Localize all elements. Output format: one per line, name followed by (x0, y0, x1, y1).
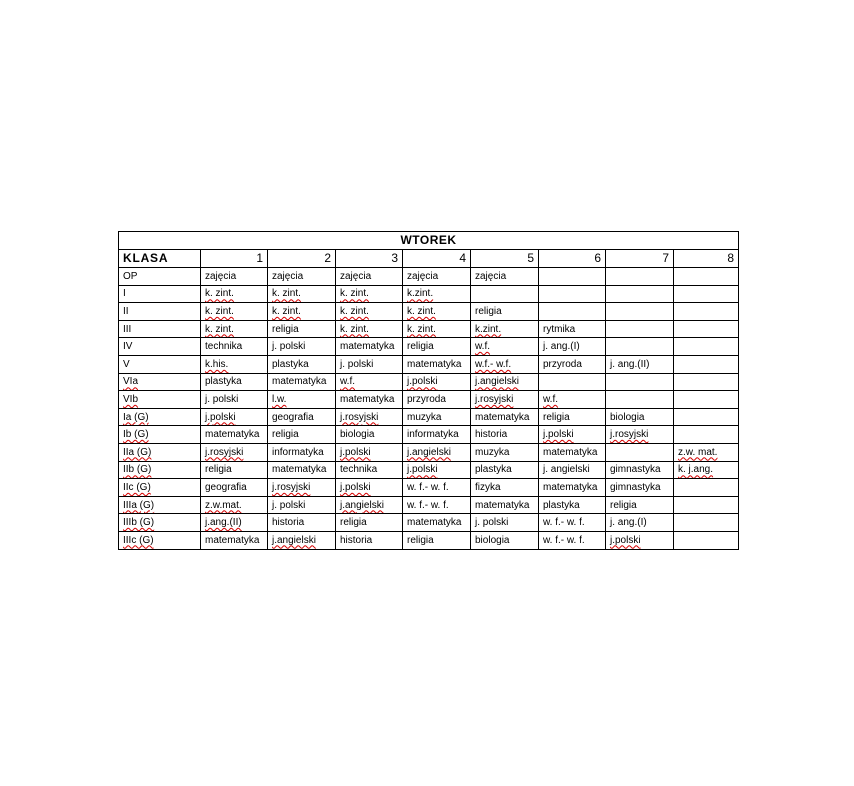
lesson-cell: k. j.ang. (674, 461, 739, 479)
table-row (119, 320, 739, 338)
lesson-cell: religia (268, 320, 336, 338)
lesson-cell: zajęcia (471, 268, 539, 286)
lesson-cell (674, 496, 739, 514)
lesson-cell: geografia (201, 479, 268, 497)
table-row (119, 373, 739, 391)
lesson-cell: religia (471, 303, 539, 321)
period-header: 1 (201, 250, 268, 268)
lesson-cell: w.f. (471, 338, 539, 356)
period-header: 7 (606, 250, 674, 268)
class-name-cell: Ib (G) (119, 426, 201, 444)
lesson-cell: matematyka (403, 514, 471, 532)
lesson-cell: z.w. mat. (674, 443, 739, 461)
lesson-cell: k. zint. (336, 285, 403, 303)
class-name-cell: IIb (G) (119, 461, 201, 479)
lesson-cell: j.rosyjski (336, 408, 403, 426)
lesson-cell: z.w.mat. (201, 496, 268, 514)
table-row (119, 531, 739, 549)
lesson-cell (606, 443, 674, 461)
lesson-cell: w.f.- w.f. (471, 355, 539, 373)
day-title: WTOREK (119, 232, 739, 250)
lesson-cell: w. f.- w. f. (403, 496, 471, 514)
period-header: 8 (674, 250, 739, 268)
lesson-cell (606, 373, 674, 391)
lesson-cell (539, 285, 606, 303)
lesson-cell: plastyka (471, 461, 539, 479)
lesson-cell (674, 355, 739, 373)
lesson-cell: j.angielski (336, 496, 403, 514)
lesson-cell (674, 268, 739, 286)
lesson-cell: j.angielski (268, 531, 336, 549)
lesson-cell: k. zint. (336, 303, 403, 321)
lesson-cell: k. zint. (403, 320, 471, 338)
lesson-cell: gimnastyka (606, 461, 674, 479)
class-name-cell: OP (119, 268, 201, 286)
lesson-cell: zajęcia (201, 268, 268, 286)
lesson-cell: plastyka (539, 496, 606, 514)
lesson-cell (606, 320, 674, 338)
table-row (119, 496, 739, 514)
lesson-cell: k.zint. (403, 285, 471, 303)
lesson-cell: informatyka (268, 443, 336, 461)
lesson-cell: zajęcia (403, 268, 471, 286)
lesson-cell (674, 479, 739, 497)
lesson-cell: biologia (336, 426, 403, 444)
lesson-cell: technika (336, 461, 403, 479)
schedule-sheet (118, 231, 738, 550)
lesson-cell: gimnastyka (606, 479, 674, 497)
lesson-cell (674, 426, 739, 444)
lesson-cell: j.angielski (403, 443, 471, 461)
lesson-cell: w. f.- w. f. (539, 514, 606, 532)
lesson-cell: plastyka (201, 373, 268, 391)
period-header: 5 (471, 250, 539, 268)
class-name-cell: VIa (119, 373, 201, 391)
lesson-cell: l.w. (268, 391, 336, 409)
lesson-cell: przyroda (403, 391, 471, 409)
period-header: 4 (403, 250, 471, 268)
lesson-cell: plastyka (268, 355, 336, 373)
lesson-cell: j.polski (606, 531, 674, 549)
lesson-cell: k. zint. (201, 303, 268, 321)
header-row (119, 250, 739, 268)
table-row (119, 426, 739, 444)
lesson-cell: technika (201, 338, 268, 356)
lesson-cell: przyroda (539, 355, 606, 373)
lesson-cell: j.polski (403, 461, 471, 479)
lesson-cell: k.zint. (471, 320, 539, 338)
klasa-header: KLASA (119, 250, 201, 268)
class-name-cell: I (119, 285, 201, 303)
class-name-cell: IIIc (G) (119, 531, 201, 549)
lesson-cell: matematyka (201, 531, 268, 549)
lesson-cell: religia (606, 496, 674, 514)
period-header: 3 (336, 250, 403, 268)
lesson-cell: w. f.- w. f. (539, 531, 606, 549)
lesson-cell (606, 338, 674, 356)
lesson-cell: matematyka (471, 496, 539, 514)
period-header: 6 (539, 250, 606, 268)
lesson-cell: rytmika (539, 320, 606, 338)
lesson-cell: zajęcia (268, 268, 336, 286)
table-row (119, 338, 739, 356)
class-name-cell: V (119, 355, 201, 373)
lesson-cell: matematyka (268, 461, 336, 479)
lesson-cell: matematyka (539, 443, 606, 461)
lesson-cell: j.angielski (471, 373, 539, 391)
lesson-cell: matematyka (268, 373, 336, 391)
lesson-cell (674, 320, 739, 338)
lesson-cell: j. ang.(I) (539, 338, 606, 356)
lesson-cell (606, 285, 674, 303)
lesson-cell: historia (336, 531, 403, 549)
class-name-cell: III (119, 320, 201, 338)
lesson-cell: j. ang.(I) (606, 514, 674, 532)
lesson-cell: religia (403, 338, 471, 356)
table-row (119, 443, 739, 461)
lesson-cell (606, 268, 674, 286)
lesson-cell: religia (336, 514, 403, 532)
table-row (119, 268, 739, 286)
lesson-cell: j.polski (539, 426, 606, 444)
lesson-cell (539, 268, 606, 286)
lesson-cell: k. zint. (268, 285, 336, 303)
class-name-cell: IV (119, 338, 201, 356)
lesson-cell (606, 303, 674, 321)
lesson-cell: j.polski (201, 408, 268, 426)
lesson-cell: j.polski (336, 443, 403, 461)
lesson-cell: matematyka (336, 391, 403, 409)
lesson-cell (674, 514, 739, 532)
lesson-cell: j.polski (336, 479, 403, 497)
lesson-cell: muzyka (471, 443, 539, 461)
table-row (119, 355, 739, 373)
class-name-cell: II (119, 303, 201, 321)
lesson-cell: zajęcia (336, 268, 403, 286)
table-row (119, 479, 739, 497)
lesson-cell: j. angielski (539, 461, 606, 479)
table-row (119, 514, 739, 532)
lesson-cell: j. polski (336, 355, 403, 373)
lesson-cell: k. zint. (268, 303, 336, 321)
lesson-cell (539, 373, 606, 391)
period-header: 2 (268, 250, 336, 268)
lesson-cell: w.f. (539, 391, 606, 409)
lesson-cell: j.ang.(II) (201, 514, 268, 532)
lesson-cell: j. polski (471, 514, 539, 532)
lesson-cell (539, 303, 606, 321)
lesson-cell: religia (268, 426, 336, 444)
lesson-cell: w. f.- w. f. (403, 479, 471, 497)
lesson-cell: matematyka (403, 355, 471, 373)
class-name-cell: IIc (G) (119, 479, 201, 497)
lesson-cell: biologia (606, 408, 674, 426)
class-name-cell: IIIb (G) (119, 514, 201, 532)
table-row (119, 285, 739, 303)
lesson-cell: j.rosyjski (201, 443, 268, 461)
lesson-cell (674, 408, 739, 426)
lesson-cell (674, 285, 739, 303)
lesson-cell: informatyka (403, 426, 471, 444)
lesson-cell: religia (201, 461, 268, 479)
lesson-cell: biologia (471, 531, 539, 549)
lesson-cell: geografia (268, 408, 336, 426)
lesson-cell: matematyka (539, 479, 606, 497)
lesson-cell: k. zint. (201, 285, 268, 303)
title-row (119, 232, 739, 250)
lesson-cell: j.rosyjski (268, 479, 336, 497)
lesson-cell: j. polski (268, 338, 336, 356)
class-name-cell: Ia (G) (119, 408, 201, 426)
lesson-cell: j.polski (403, 373, 471, 391)
lesson-cell (606, 391, 674, 409)
timetable (118, 231, 739, 550)
table-row (119, 391, 739, 409)
lesson-cell: w.f. (336, 373, 403, 391)
lesson-cell: matematyka (471, 408, 539, 426)
lesson-cell: fizyka (471, 479, 539, 497)
timetable-body (119, 268, 739, 550)
lesson-cell: j. polski (201, 391, 268, 409)
lesson-cell: j. polski (268, 496, 336, 514)
lesson-cell (674, 531, 739, 549)
table-row (119, 461, 739, 479)
table-row (119, 303, 739, 321)
class-name-cell: IIa (G) (119, 443, 201, 461)
lesson-cell (674, 303, 739, 321)
lesson-cell: religia (539, 408, 606, 426)
lesson-cell: k. zint. (201, 320, 268, 338)
lesson-cell: j.rosyjski (471, 391, 539, 409)
lesson-cell (674, 391, 739, 409)
class-name-cell: VIb (119, 391, 201, 409)
lesson-cell: matematyka (336, 338, 403, 356)
lesson-cell: j. ang.(II) (606, 355, 674, 373)
lesson-cell: religia (403, 531, 471, 549)
lesson-cell (471, 285, 539, 303)
lesson-cell: k. zint. (336, 320, 403, 338)
lesson-cell (674, 373, 739, 391)
lesson-cell: muzyka (403, 408, 471, 426)
lesson-cell (674, 338, 739, 356)
lesson-cell: k. zint. (403, 303, 471, 321)
lesson-cell: matematyka (201, 426, 268, 444)
lesson-cell: historia (471, 426, 539, 444)
lesson-cell: j.rosyjski (606, 426, 674, 444)
lesson-cell: historia (268, 514, 336, 532)
class-name-cell: IIIa (G) (119, 496, 201, 514)
table-row (119, 408, 739, 426)
lesson-cell: k.his. (201, 355, 268, 373)
